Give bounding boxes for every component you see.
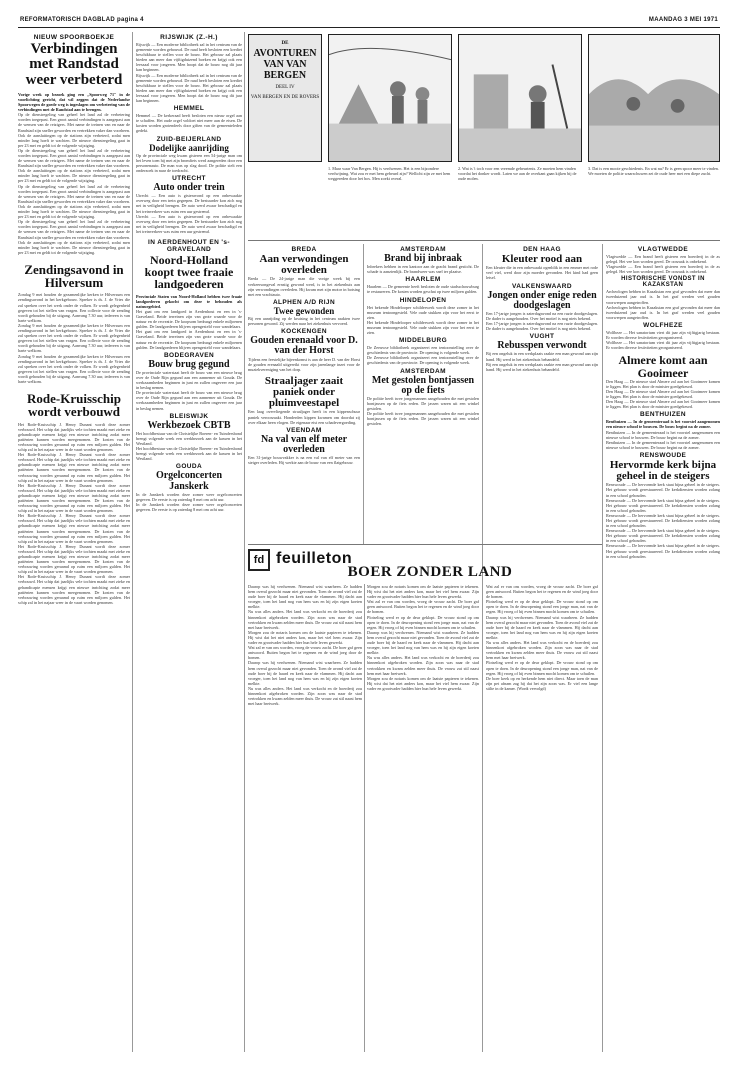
article-body: Het gaat om een landgoed in Aerdenhout en een in 's-Graveland. Beide terreinen zijn van grote waarde voor de natuur en de recreatie. De koopsom bedraagt enkele miljoenen gulden. De landgoederen blijven opengesteld voor wandelaars. [136,329,242,350]
article-body: Renswoude — De hervormde kerk staat bijna geheel in de steigers. Het gebouw wordt gerestaureerd. De kerkdiensten worden zolang in een school gehouden. [606,528,720,544]
column-rule [364,584,365,1052]
feuilleton-text: Daarop was hij verdwenen. Niemand wist waarheen. Ze hadden hem overal gezocht maar niet gevonden. Toen de avond viel zat de oude boer bij de haard en keek naar de vlammen. Hij dacht aan vroeger, toen het land nog van hem was en hij zijn eigen koeien melkte. [248,584,362,610]
article-body: Het hoofdbestuur van de Christelijke Boeren- en Tuindersbond brengt volgende week een werkbezoek aan de kassen in het Westland. [136,430,242,447]
comic-caption-3: 3. Dat is een mooie geschiedenis. En wat nu? Er is geen spoor meer te vinden. We moeten de politie waarschuwen zei de oude heer met een diepe zucht. [588,166,719,176]
comic-panel-3 [588,34,720,162]
article-body: Bij een aanrijding op de kruising in het centrum raakten twee personen gewond. Zij werden naar het ziekenhuis vervoerd. [248,315,360,327]
comic-drawing-1 [329,35,451,161]
section-rule [248,544,602,545]
article-body: Renswoude — De hervormde kerk staat bijna geheel in de steigers. Het gebouw wordt gerestaureerd. De kerkdiensten worden zolang in een school gehouden. [606,482,720,498]
feuilleton-header [246,546,600,580]
kicker: VUGHT [529,333,555,341]
kicker: ALPHEN A/D RIJN [272,298,336,306]
feuilleton-text: Morgen zou de notaris komen om de laatste papieren te tekenen. Hij wist dat het niet anders kon, maar het viel hem zwaar. Zijn vader en grootvader hadden hier hun hele leven gewerkt. [248,629,362,646]
masthead-date: MAANDAG 3 MEI 1971 [648,17,718,23]
article-body: Op de dienstregeling van geheel het land zal de verbetering worden toegepast. Een groot aantal verbindingen is aangepast aan de wensen van de reizigers. Met name de treinen van en naar de Randstad zijn sneller geworden en vertrekken vaker dan voorheen. Ook de aansluitingen op de stations zijn verbeterd, zodat men minder lang hoeft te wachten. De nieuwe dienstregeling gaat in per 23 mei en geldt tot de volgende wijziging. [18,219,130,255]
headline-zending: Zendingsavond in Hilversum [24,261,124,291]
comic-strip [248,34,720,234]
headline: Auto onder trein [153,182,225,194]
comic-title-panel [248,34,322,162]
headline-randstad: Verbindingen met Randstad weer verbeterd [25,41,123,88]
article-body: Een kleuter die in een onbewaakt ogenblik in een emmer met rode verf viel, werd door zijn moeder gevonden. Het kind had geen letsel. [486,265,598,281]
article-body: Zondag 9 mei houden de gezamenlijke kerken te Hilversum een zendingsavond in het kerkgebouw. Spreker is ds. J. de Vries die zal spreken over het werk onder de volken. Er wordt gelegenheid gegeven tot het stellen van vragen. Een collecte voor de zending wordt gehouden bij de uitgang. Aanvang 7.30 uur, iedereen is van harte welkom. [18,353,130,384]
article-body: Wolfheze — Het sanatorium viert dit jaar zijn vijftigjarig bestaan. Er worden diverse festiviteiten georganiseerd. [606,329,720,341]
feuilleton-column-2 [367,584,479,1052]
feuilleton-text: Nu was alles anders. Het land was verkocht en de boerderij zou binnenkort afgebroken worden. Zijn zoon was naar de stad vertrokken en kwam zelden meer thuis. De vrouw zat stil naast hem met haar breiwerk. [248,609,362,630]
headline: Brand bij inbraak [384,253,462,264]
article-body: Breda — De 24-jarige man die vorige week bij een verkeersongeval ernstig gewond werd, is in het ziekenhuis aan zijn verwondingen overleden. Hij kwam met zijn motor in botsing met een vrachtauto. [248,276,360,297]
article-body: Zondag 9 mei houden de gezamenlijke kerken te Hilversum een zendingsavond in het kerkgebouw. Spreker is ds. J. de Vries die zal spreken over het werk onder de volken. Er wordt gelegenheid gegeven tot het stellen van vragen. Een collecte voor de zending wordt gehouden bij de uitgang. Aanvang 7.30 uur, iedereen is van harte welkom. [18,322,130,354]
article-body: De politie heeft twee jongemannen aangehouden die met gestolen bontjassen op de fiets reden. De jassen waren uit een winkel gestolen. [367,395,479,412]
article-body: Het gaat om een landgoed in Aerdenhout en een in 's-Graveland. Beide terreinen zijn van grote waarde voor de natuur en de recreatie. De koopsom bedraagt enkele miljoenen gulden. De landgoederen blijven opengesteld voor wandelaars. [136,308,242,330]
comic-drawing-3 [589,35,719,161]
comic-caption-2: 2. Wat is 't toch voor een vreemde gebeurtenis. Ze moeten hem vinden voordat het donker wordt. Laten we aan de overkant gaan kijken bij de oude molen. [458,166,577,181]
comic-title-the: DE [281,41,289,46]
lead-paragraph: Vorige week op bezoek ging een „Spoorweg 71" in de voorlichting gericht, dat wil zeggen dat de Nederlandse Spoorwegen de goede weg is ingeslagen om verbetering van de verbindingen met de Randstad aan te brengen. [18,91,130,113]
headline-straaljager: Straaljager zaait paniek onder pluimveestapel [264,374,344,410]
kicker: HEMMEL [173,105,205,113]
headline: Jongen onder enige reden doodgeslagen [487,289,597,311]
column-rule [132,32,133,1052]
lead-paragraph: Provinciale Staten van Noord-Holland hebben twee fraaie landgoederen gekocht om deze te behouden als natuurgebied. [136,293,242,309]
kicker: MIDDELBURG [398,337,448,345]
kicker: NIEUW SPOORBOEKJE [33,34,115,41]
column-4 [367,244,479,544]
article-body: Het bekende Hindelooper schilderwerk wordt deze zomer in het museum tentoongesteld. Vele oude stukken zijn voor het eerst te zien. [367,319,479,336]
article-body: Rijswijk — Een moderne bibliotheek zal in het centrum van de gemeente worden gebouwd. De raad heeft besloten een krediet beschikbaar te stellen voor de bouw. Het gebouw zal plaats bieden aan meer dan vijftigduizend boeken en krijgt ook een leeszaal voor jongeren. Men hoopt dat de bouw nog dit jaar kan beginnen. [136,72,242,104]
kicker: BODEGRAVEN [163,351,215,359]
kicker: ZUID-BEIJERLAND [156,135,222,143]
kicker: IN AERDENHOUT EN 's-GRAVELAND [148,238,230,253]
kicker: GOUDA [175,463,203,471]
article-body: Een laag overvliegende straaljager heeft in een kippenschuur paniek veroorzaakt. Honderden kippen kwamen om doordat zij over elkaar heen vlogen. De eigenaar eist een schadevergoeding. [248,409,360,425]
article-body: Archeologen hebben in Kazakstan een graf gevonden dat meer dan tweeduizend jaar oud is. In het graf werden veel gouden voorwerpen aangetroffen. [606,289,720,305]
article-body: Op de dienstregeling van geheel het land zal de verbetering worden toegepast. Een groot aantal verbindingen is aangepast aan de wensen van de reizigers. Met name de treinen van en naar de Randstad zijn sneller geworden en vertrekken vaker dan voorheen. Ook de aansluitingen op de stations zijn verbeterd, zodat men minder lang hoeft te wachten. De nieuwe dienstregeling gaat in per 23 mei en geldt tot de volgende wijziging. [18,183,130,220]
comic-panel-2 [458,34,582,162]
comic-drawing-2 [459,35,581,161]
feuilleton-text: Nu was alles anders. Het land was verkocht en de boerderij zou binnenkort afgebroken worden. Zijn zoon was naar de stad vertrokken en kwam zelden meer thuis. De vrouw zat stil naast hem met haar breiwerk. [486,640,598,661]
headline-noord-holland: Noord-Holland koopt twee fraaie landgoederen [144,252,234,292]
column-rule [482,244,483,1052]
article-body: De Zeeuwse bibliotheek organiseert een tentoonstelling over de geschiedenis van de provincie. De opening is volgende week. [367,345,479,356]
feuilleton-text: De boer keek op en herkende hem niet direct. Maar toen de man zijn pet afnam zag hij dat het zijn zoon was. Er viel een lange stilte in de kamer. (Wordt vervolgd) [486,675,598,691]
masthead-left: REFORMATORISCH DAGBLAD pagina 4 [20,17,144,23]
headline: Aan verwondingen overleden [259,253,349,277]
headline: Orgelconcerten Janskerk [155,470,223,492]
article-body: Het bekende Hindelooper schilderwerk wordt deze zomer in het museum tentoongesteld. Vele oude stukken zijn voor het eerst te zien. [367,304,479,320]
column-rule [244,32,245,1052]
kicker: HINDELOPEN [399,296,447,304]
kicker: AMSTERDAM [400,246,446,253]
article-body: Een 17-jarige jongen is zaterdagavond na een ruzie doodgeslagen. De dader is aangehouden. Over het motief is nog niets bekend. [486,321,598,332]
column-rule [363,244,364,544]
feuilleton-column-3 [486,584,598,1052]
masthead [18,14,720,28]
article-body: Renswoude — De hervormde kerk staat bijna geheel in de steigers. Het gebouw wordt gerestaureerd. De kerkdiensten worden zolang in een school gehouden. [606,512,720,529]
article-body: Op de dienstregeling van geheel het land zal de verbetering worden toegepast. Een groot aantal verbindingen is aangepast aan de wensen van de reizigers. Met name de treinen van en naar de Randstad zijn sneller geworden en vertrekken vaker dan voorheen. Ook de aansluitingen op de stations zijn verbeterd, zodat men minder lang hoeft te wachten. De nieuwe dienstregeling gaat in per 23 mei en geldt tot de volgende wijziging. [18,147,130,184]
feuilleton-text: Plotseling werd er op de deur geklopt. De vrouw stond op om open te doen. In de deuropening stond een jonge man, nat van de regen. Hij vroeg of hij even binnen mocht komen om te schuilen. [486,599,598,615]
feuilleton-text: Morgen zou de notaris komen om de laatste papieren te tekenen. Hij wist dat het niet anders kon, maar het viel hem zwaar. Zijn vader en grootvader hadden hier hun hele leven gewerkt. [367,584,479,600]
headline: HISTORISCHE VONDST IN KAZAKSTAN [621,276,705,289]
article-body: De Zeeuwse bibliotheek organiseert een tentoonstelling over de geschiedenis van de provincie. De opening is volgende week. [367,355,479,366]
article-body: Het Rode-Kruisschip J. Henry Dunant wordt deze zomer verbouwd. Het schip dat jaarlijks vele tochten maakt met zieke en gehandicapte mensen krijgt een nieuwe inrichting zodat meer patiënten kunnen worden meegenomen. De kosten van de verbouwing worden geraamd op ruim een miljoen gulden. Het schip zal in het najaar weer in de vaart worden genomen. [18,452,130,483]
headline: Bouw brug gegund [148,358,230,370]
article-body: Archeologen hebben in Kazakstan een graf gevonden dat meer dan tweeduizend jaar oud is. In het graf werden veel gouden voorwerpen aangetroffen. [606,304,720,320]
article-body: Het Rode-Kruisschip J. Henry Dunant wordt deze zomer verbouwd. Het schip dat jaarlijks vele tochten maakt met zieke en gehandicapte mensen krijgt een nieuwe inrichting zodat meer patiënten kunnen worden meegenomen. De kosten van de verbouwing worden geraamd op ruim een miljoen gulden. Het schip zal in het najaar weer in de vaart worden genomen. [18,543,130,575]
feuilleton-logo: fd [248,549,270,571]
headline: Dodelijke aanrijding [149,142,229,153]
headline: Werkbezoek CBTB [147,419,231,431]
kicker: VLAGTWEDDE [637,246,689,253]
comic-part: DEEL IV [275,85,295,90]
feuilleton-title: BOER ZONDER LAND [347,564,513,580]
article-body: Renswoude — De hervormde kerk staat bijna geheel in de steigers. Het gebouw wordt gerestaureerd. De kerkdiensten worden zolang in een school gehouden. [606,497,720,513]
article-body: Tijdens een feestelijke bijeenkomst is aan de heer D. van der Horst de gouden erenaald uitgereikt voor zijn jarenlange inzet voor de muziekvereniging van het dorp. [248,356,360,372]
feuilleton-text: Wat zal er van ons worden, vroeg de vrouw zacht. De boer gaf geen antwoord. Buiten begon het te regenen en de wind joeg door de bomen. [367,599,479,615]
feuilleton-label: feuilleton [276,550,353,567]
article-body: Het Rode-Kruisschip J. Henry Dunant wordt deze zomer verbouwd. Het schip dat jaarlijks vele tochten maakt met zieke en gehandicapte mensen krijgt een nieuwe inrichting zodat meer patiënten kunnen worden meegenomen. De kosten van de verbouwing worden geraamd op ruim een miljoen gulden. Het schip zal in het najaar weer in de vaart worden genomen. [18,574,130,605]
kicker: VALKENSWAARD [512,282,572,290]
article-body: Zondag 9 mei houden de gezamenlijke kerken te Hilversum een zendingsavond in het kerkgebouw. Spreker is ds. J. de Vries die zal spreken over het werk onder de volken. Er wordt gelegenheid gegeven tot het stellen van vragen. Een collecte voor de zending wordt gehouden bij de uitgang. Aanvang 7.30 uur, iedereen is van harte welkom. [18,292,130,323]
feuilleton-text: Plotseling werd er op de deur geklopt. De vrouw stond op om open te doen. In de deuropening stond een jonge man, nat van de regen. Hij vroeg of hij even binnen mocht komen om te schuilen. [486,660,598,676]
feuilleton-text: Wat zal er van ons worden, vroeg de vrouw zacht. De boer gaf geen antwoord. Buiten begon het te regenen en de wind joeg door de bomen. [486,584,598,600]
comic-title: AVONTUREN VAN VAN BERGEN [253,48,317,81]
article-body: Bij een ongeluk in een werkplaats raakte een man gewond aan zijn hand. Hij werd in het ziekenhuis behandeld. [486,351,598,362]
comic-subtitle: VAN BERGEN EN DE ROVERS [250,95,320,100]
article-body: Rijswijk — Een moderne bibliotheek zal in het centrum van de gemeente worden gebouwd. De raad heeft besloten een krediet beschikbaar te stellen voor de bouw. Het gebouw zal plaats bieden aan meer dan vijftigduizend boeken en krijgt ook een leeszaal voor jongeren. Men hoopt dat de bouw nog dit jaar kan beginnen. [136,42,242,73]
article-body: Wolfheze — Het sanatorium viert dit jaar zijn vijftigjarig bestaan. Er worden diverse festiviteiten georganiseerd. [606,340,720,351]
kicker: BENTHUIZEN [640,411,686,419]
article-body: Het Rode-Kruisschip J. Henry Dunant wordt deze zomer verbouwd. Het schip dat jaarlijks vele tochten maakt met zieke en gehandicapte mensen krijgt een nieuwe inrichting zodat meer patiënten kunnen worden meegenomen. De kosten van de verbouwing worden geraamd op ruim een miljoen gulden. Het schip zal in het najaar weer in de vaart worden genomen. [18,513,130,544]
newspaper-page [18,14,720,1054]
headline: Met gestolen bontjassen op de fiets [371,374,475,396]
column-6 [606,244,720,1052]
kicker: RIJSWIJK (Z.-H.) [160,34,218,41]
article-body: Benthuizen — In de gemeenteraad is het voorstel aangenomen een nieuwe school te bouwen. De bouw begint na de zomer. [606,419,720,430]
article-body: Bij een ongeluk in een werkplaats raakte een man gewond aan zijn hand. Hij werd in het ziekenhuis behandeld. [486,361,598,372]
article-body: De provinciale waterstaat heeft de bouw van een nieuwe brug over de Oude Rijn gegund aan een aannemer uit Gouda. De werkzaamheden beginnen in juni en zullen ongeveer een jaar in beslag nemen. [136,369,242,391]
article-body: Utrecht — Een auto is gisteravond op een onbewaakte overweg door een trein gegrepen. De bestuurder kon zich nog net in veiligheid brengen. De auto werd zwaar beschadigd en het treinverkeer was ruim een uur gestremd. [136,213,242,234]
article-body: Den Haag — De nieuwe stad Almere zal aan het Gooimeer komen te liggen. Het plan is door de minister goedgekeurd. [606,378,720,389]
article-body: Benthuizen — In de gemeenteraad is het voorstel aangenomen een nieuwe school te bouwen. De bouw begint na de zomer. [606,439,720,450]
column-rule [602,244,603,1052]
kicker: RENSWOUDE [639,451,687,459]
feuilleton-text: Nu was alles anders. Het land was verkocht en de boerderij zou binnenkort afgebroken worden. Zijn zoon was naar de stad vertrokken en kwam zelden meer thuis. De vrouw zat stil naast hem met haar breiwerk. [367,655,479,676]
article-body: Den Haag — De nieuwe stad Almere zal aan het Gooimeer komen te liggen. Het plan is door de minister goedgekeurd. [606,399,720,410]
comic-caption-1: 1. Maar waar Van Bergen. Hij is verdwenen. Het is een bijzondere verdwijning. Wat zou er met hem gebeurd zijn? Wellicht zijn ze met hem weggereden door het bos. Men zoekt overal. [328,166,451,181]
article-body: Vlagtwedde — Een brand heeft gisteren een boerderij in de as gelegd. Het vee kon worden gered. De oorzaak is onbekend. [606,264,720,275]
headline-almere: Almere komt aan Gooimeer [618,353,708,380]
column-2 [136,32,242,1052]
kicker: WOLFHEZE [643,321,683,329]
article-body: Een 31-jarige bouwvakker is na een val van elf meter van een steiger overleden. Hij werkte aan de bouw van een flatgebouw. [248,455,360,466]
headline-rode-kruis: Rode-Kruisschip wordt verbouwd [27,391,121,420]
article-body: Het hoofdbestuur van de Christelijke Boeren- en Tuindersbond brengt volgende week een werkbezoek aan de kassen in het Westland. [136,446,242,462]
article-body: Renswoude — De hervormde kerk staat bijna geheel in de steigers. Het gebouw wordt gerestaureerd. De kerkdiensten worden zolang in een school gehouden. [606,543,720,559]
kicker: UTRECHT [172,175,206,183]
feuilleton-column-1 [248,584,362,1052]
feuilleton-text: Nu was alles anders. Het land was verkocht en de boerderij zou binnenkort afgebroken worden. Zijn zoon was naar de stad vertrokken en kwam zelden meer thuis. De vrouw zat stil naast hem met haar breiwerk. [248,685,362,707]
feuilleton-text: Daarop was hij verdwenen. Niemand wist waarheen. Ze hadden hem overal gezocht maar niet gevonden. Toen de avond viel zat de oude boer bij de haard en keek naar de vlammen. Hij dacht aan vroeger, toen het land nog van hem was en hij zijn eigen koeien melkte. [367,629,479,656]
article-body: Het Rode-Kruisschip J. Henry Dunant wordt deze zomer verbouwd. Het schip dat jaarlijks vele tochten maakt met zieke en gehandicapte mensen krijgt een nieuwe inrichting zodat meer patiënten kunnen worden meegenomen. De kosten van de verbouwing worden geraamd op ruim een miljoen gulden. Het schip zal in het najaar weer in de vaart worden genomen. [18,421,130,453]
article-body: Vlagtwedde — Een brand heeft gisteren een boerderij in de as gelegd. Het vee kon worden gered. De oorzaak is onbekend. [606,254,720,265]
column-1 [18,32,130,1052]
kicker: KOCKENGEN [281,328,327,336]
headline: Kleuter rood aan [501,253,583,265]
article-body: Een 17-jarige jongen is zaterdagavond na een ruzie doodgeslagen. De dader is aangehouden. Over het motief is nog niets bekend. [486,310,598,321]
kicker: VEENDAM [286,426,322,434]
kicker: HAARLEM [405,276,441,284]
article-body: In de Janskerk worden deze zomer weer orgelconcerten gegeven. De eerste is op zaterdag 8 mei om acht uur. [136,491,242,502]
kicker: BLEISWIJK [169,412,209,420]
comic-panel-1 [328,34,452,162]
feuilleton-text: Daarop was hij verdwenen. Niemand wist waarheen. Ze hadden hem overal gezocht maar niet gevonden. Toen de avond viel zat de oude boer bij de haard en keek naar de vlammen. Hij dacht aan vroeger, toen het land nog van hem was en hij zijn eigen koeien melkte. [248,660,362,686]
headline: Gouden erenaald voor D. van der Horst [250,335,358,357]
headline: Rebusspen verwondt [497,340,587,352]
article-body: In de Janskerk worden deze zomer weer orgelconcerten gegeven. De eerste is op zaterdag 8 mei om acht uur. [136,501,242,513]
headline-renswoude: Hervormde kerk bijna geheel in de steigers [609,458,717,483]
article-body: Hemmel — De kerkeraad heeft besloten een nieuw orgel aan te schaffen. Het oude orgel voldoet niet meer aan de eisen. De kosten worden grotendeels door giften van de gemeenteleden gedekt. [136,113,242,134]
section-rule [248,240,720,241]
feuilleton-text: Daarop was hij verdwenen. Niemand wist waarheen. Ze hadden hem overal gezocht maar niet gevonden. Toen de avond viel zat de oude boer bij de haard en keek naar de vlammen. Hij dacht aan vroeger, toen het land nog van hem was en hij zijn eigen koeien melkte. [486,614,598,640]
article-body: Op de dienstregeling van geheel het land zal de verbetering worden toegepast. Een groot aantal verbindingen is aangepast aan de wensen van de reizigers. Met name de treinen van en naar de Randstad zijn sneller geworden en vertrekken vaker dan voorheen. Ook de aansluitingen op de stations zijn verbeterd, zodat men minder lang hoeft te wachten. De nieuwe dienstregeling gaat in per 23 mei en geldt tot de volgende wijziging. [18,112,130,148]
article-body: Benthuizen — In de gemeenteraad is het voorstel aangenomen een nieuwe school te bouwen. De bouw begint na de zomer. [606,429,720,440]
kicker: DEN HAAG [523,246,561,253]
article-body: Het Rode-Kruisschip J. Henry Dunant wordt deze zomer verbouwd. Het schip dat jaarlijks vele tochten maakt met zieke en gehandicapte mensen krijgt een nieuwe inrichting zodat meer patiënten kunnen worden meegenomen. De kosten van de verbouwing worden geraamd op ruim een miljoen gulden. Het schip zal in het najaar weer in de vaart worden genomen. [18,482,130,514]
article-body: Op de provinciale weg kwam gisteren een 54-jarige man om het leven toen hij met zijn bromfiets werd aangereden door een personenauto. De man was op slag dood. De politie stelt een onderzoek in naar de toedracht. [136,152,242,173]
article-body: De politie heeft twee jongemannen aangehouden die met gestolen bontjassen op de fiets reden. De jassen waren uit een winkel gestolen. [367,411,479,427]
article-body: Utrecht — Een auto is gisteravond op een onbewaakte overweg door een trein gegrepen. De bestuurder kon zich nog net in veiligheid brengen. De auto werd zwaar beschadigd en het treinverkeer was ruim een uur gestremd. [136,193,242,214]
column-3 [248,244,360,544]
kicker: AMSTERDAM [400,367,446,375]
article-body: Haarlem — De gemeente heeft besloten de oude stadsschouwburg te restaureren. De kosten worden geschat op twee miljoen gulden. [367,284,479,295]
column-5 [486,244,598,544]
headline: Na val van elf meter overleden [260,433,348,455]
article-body: Inbrekers hebben in een kantoor aan de gracht brand gesticht. De schade is aanzienlijk. De brandweer was snel ter plaatse. [367,264,479,275]
headline: Twee gewonden [273,305,335,316]
kicker: BREDA [291,246,317,253]
article-body: De provinciale waterstaat heeft de bouw van een nieuwe brug over de Oude Rijn gegund aan een aannemer uit Gouda. De werkzaamheden beginnen in juni en zullen ongeveer een jaar in beslag nemen. [136,390,242,411]
article-body: Den Haag — De nieuwe stad Almere zal aan het Gooimeer komen te liggen. Het plan is door de minister goedgekeurd. [606,388,720,400]
feuilleton-text: Morgen zou de notaris komen om de laatste papieren te tekenen. Hij wist dat het niet anders kon, maar het viel hem zwaar. Zijn vader en grootvader hadden hier hun hele leven gewerkt. [367,675,479,691]
feuilleton-text: Plotseling werd er op de deur geklopt. De vrouw stond op om open te doen. In de deuropening stond een jonge man, nat van de regen. Hij vroeg of hij even binnen mocht komen om te schuilen. [367,614,479,630]
feuilleton-text: Wat zal er van ons worden, vroeg de vrouw zacht. De boer gaf geen antwoord. Buiten begon het te regenen en de wind joeg door de bomen. [248,645,362,661]
